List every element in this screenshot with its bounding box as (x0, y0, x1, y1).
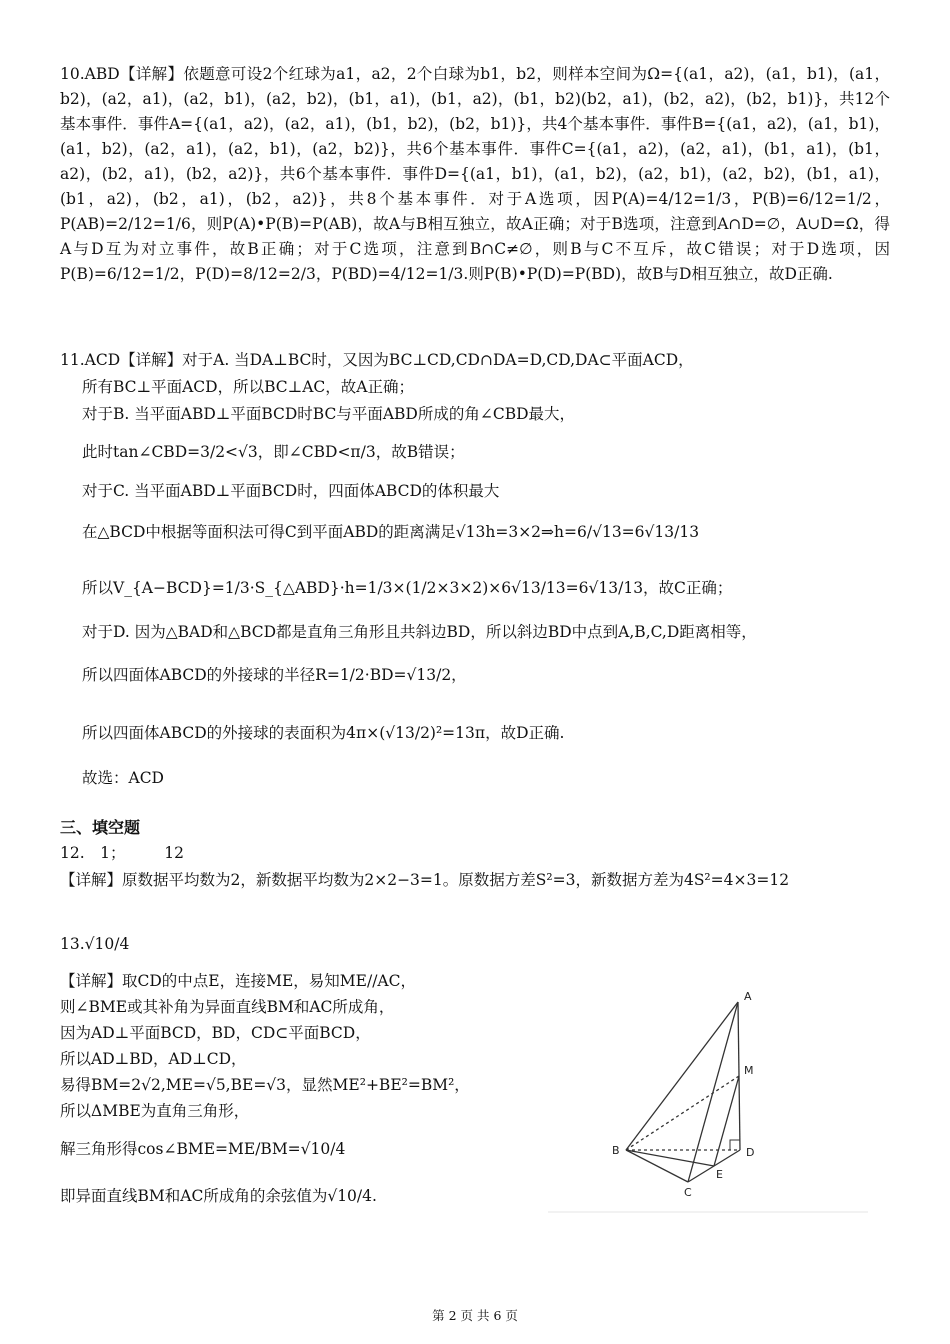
q11-line-9: 所以四面体ABCD的外接球的半径R=1/2·BD=√13/2， (82, 666, 467, 684)
q13-line-4: 所以AD⊥BD，AD⊥CD， (60, 1050, 247, 1068)
q12-answer: 12. 1； 12 (60, 844, 184, 862)
q13-answer: 13.√10/4 (60, 935, 130, 953)
edge-bc (626, 1150, 688, 1182)
label-e: E (716, 1168, 723, 1181)
q12-detail: 【详解】原数据平均数为2，新数据平均数为2×2−3=1。原数据方差S²=3，新数据方差为4S²=4×3=12 (60, 871, 790, 889)
label-b: B (612, 1144, 620, 1157)
q13-line-6: 所以ΔMBE为直角三角形， (60, 1102, 250, 1120)
label-a: A (744, 990, 752, 1003)
q13-line-2: 则∠BME或其补角为异面直线BM和AC所成角， (60, 998, 395, 1016)
q13-line-5: 易得BM=2√2,ME=√5,BE=√3，显然ME²+BE²=BM²， (60, 1076, 470, 1094)
edge-ab (626, 1002, 738, 1150)
label-m: M (744, 1064, 754, 1077)
q11-line-2: 所有BC⊥平面ACD，所以BC⊥AC，故A正确； (82, 378, 414, 396)
q11-line-11: 故选：ACD (82, 769, 164, 787)
q11-line-1: 11.ACD【详解】对于A. 当DA⊥BC时，又因为BC⊥CD,CD∩DA=D,CD,DA⊂平面ACD， (60, 351, 694, 369)
q11-line-10: 所以四面体ABCD的外接球的表面积为4π×(√13/2)²=13π，故D正确. (82, 724, 565, 742)
page-footer: 第 2 页 共 6 页 (432, 1308, 518, 1323)
q11-line-6: 在△BCD中根据等面积法可得C到平面ABD的距离满足√13h=3×2⇒h=6/√13=6√13/13 (82, 523, 700, 541)
q11-line-3: 对于B. 当平面ABD⊥平面BCD时BC与平面ABD所成的角∠CBD最大， (82, 405, 576, 423)
edge-ac (688, 1002, 738, 1182)
q11-line-7: 所以V_{A−BCD}=1/3·S_{△ABD}·h=1/3×(1/2×3×2)×6√13/13=6√13/13，故C正确； (82, 579, 733, 597)
label-c: C (684, 1186, 692, 1199)
q13-line-8: 即异面直线BM和AC所成角的余弦值为√10/4. (60, 1187, 377, 1205)
q13-line-3: 因为AD⊥平面BCD，BD，CD⊂平面BCD， (60, 1024, 371, 1042)
q11-line-4: 此时tan∠CBD=3/2<√3，即∠CBD<π/3，故B错误； (82, 443, 465, 461)
tetrahedron-figure (548, 980, 888, 1220)
q13-line-7: 解三角形得cos∠BME=ME/BM=√10/4 (60, 1140, 346, 1158)
label-d: D (746, 1146, 755, 1159)
section-title: 三、填空题 (60, 818, 141, 837)
q13-line-1: 【详解】取CD的中点E，连接ME，易知ME//AC， (60, 972, 416, 990)
q10-paragraph: 10.ABD【详解】依题意可设2个红球为a1，a2，2个白球为b1，b2，则样本空间为Ω={(a1，a2)，(a1，b1)，(a1，b2)，(a2，a1)，(a2，b1)，(a2，b2)，(b1，a1)，(b1，a2)，(b1，b2)(b2，a1)，(b2，a2)，(b2，b1)}，共12个基本事件．事件A={(a1，a2)，(a2，a1)，(b1，b2)，(b2，b1)}，共4个基本事件．事件B={(a1，a2)，(a1，b1)，(a1，b2)，(a2，a1)，(a2，b1)，(a2，b2)}，共6个基本事件．事件C={(a1，a2)，(a2，a1)，(b1，a1)，(b1，a2)，(b2，a1)，(b2，a2)}，共6个基本事件．事件D={(a1，b1)，(a1，b2)，(a2，b1)，(a2，b2)，(b1，a1)，(b1，a2)，(b2，a1)，(b2，a2)}，共8个基本事件．对于A选项，因P(A)=4/12=1/3，P(B)=6/12=1/2，P(AB)=2/12=1/6，则P(A)•P(B)=P(AB)，故A与B相互独立，故A正确；对于B选项，注意到A∩D=∅，A∪D=Ω，得A与D互为对立事件，故B正确；对于C选项，注意到B∩C≠∅，则B与C不互斥，故C错误；对于D选项，因P(B)=6/12=1/2，P(D)=8/12=2/3，P(BD)=4/12=1/3.则P(B)•P(D)=P(BD)，故B与D相互独立，故D正确. (60, 65, 890, 283)
q11-line-5: 对于C. 当平面ABD⊥平面BCD时，四面体ABCD的体积最大 (82, 482, 500, 500)
segment-be (626, 1150, 714, 1166)
q11-line-8: 对于D. 因为△BAD和△BCD都是直角三角形且共斜边BD，所以斜边BD中点到A,B,C,D距离相等， (82, 623, 757, 641)
right-angle-mark (730, 1140, 740, 1150)
